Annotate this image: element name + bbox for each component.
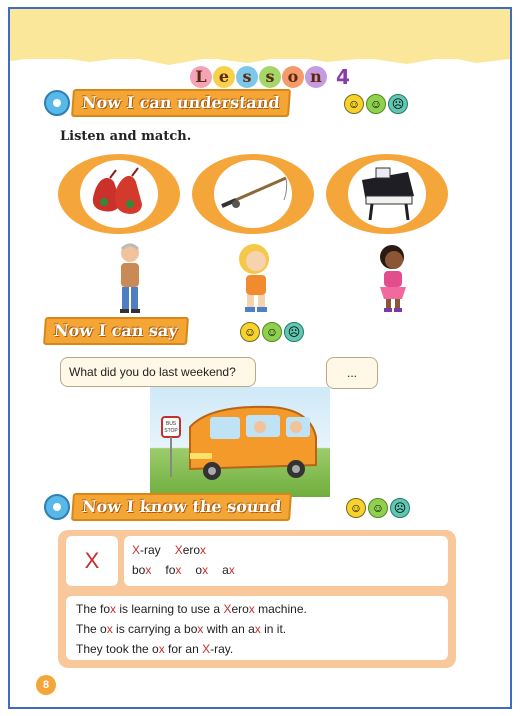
sad-face-icon[interactable]: ☹ [284,322,304,342]
pigtail-girl-figure[interactable] [370,241,414,316]
sentence-text [76,642,233,656]
lesson-letter: e [213,66,235,88]
happy-face-icon[interactable]: ☺ [240,322,260,342]
text-segment: -ray [140,543,161,557]
picture-oval-shoes[interactable] [58,154,180,234]
happy-face-icon[interactable]: ☺ [344,94,364,114]
lesson-letter: o [282,66,304,88]
target-letter: x [248,602,255,616]
target-letter: x [175,563,182,577]
phonics-word [132,543,161,557]
target-letter: x [228,563,235,577]
text-segment: is carrying a bo [112,622,198,636]
target-letter: x [254,622,261,636]
self-assessment-faces [344,94,410,114]
section-title-text: Now I can say [43,317,189,345]
page-frame [8,7,512,709]
bus-stop-sign-line2: STOP [164,428,178,434]
text-segment: o [195,563,203,577]
lesson-number: 4 [336,65,350,89]
audio-cd-icon[interactable] [44,494,70,520]
section-title-text: Now I can understand [71,89,291,117]
reply-text: ... [346,366,357,380]
phonics-sentence [76,639,438,659]
phonics-words-row [132,560,440,580]
text-segment: ero [231,602,249,616]
target-letter: x [106,622,113,636]
target-letter: x [200,543,207,557]
phonics-words [124,536,448,586]
target-letter: X [223,602,232,616]
curly-girl-figure[interactable] [230,241,282,316]
top-banner [10,9,510,59]
lesson-letter: n [305,66,327,88]
sad-face-icon[interactable]: ☹ [390,498,410,518]
fishing-rod-icon [214,160,292,228]
grandpa-figure[interactable] [110,241,150,316]
target-letter: x [110,602,117,616]
text-segment: The o [76,622,107,636]
text-segment: bo [132,563,146,577]
phonics-sentences [66,596,448,660]
sentence-text [76,602,307,616]
target-letter: x [202,563,209,577]
text-segment: machine. [254,602,307,616]
lesson-letter: s [259,66,281,88]
phonics-letter: X [66,536,118,586]
audio-cd-icon[interactable] [44,90,70,116]
text-segment: for an [164,642,203,656]
target-letter: X [202,642,211,656]
speech-bubble-reply [326,357,378,389]
self-assessment-faces [346,498,412,518]
target-letter: x [145,563,152,577]
self-assessment-faces [240,322,306,342]
section-title-sound [44,493,291,521]
lesson-letter: s [236,66,258,88]
target-letter: x [158,642,165,656]
phonics-word [165,563,181,577]
phonics-sentence [76,619,438,639]
section-title-text: Now I know the sound [71,493,292,521]
text-segment: They took the o [76,642,159,656]
bus-icon [150,387,330,497]
picture-oval-fishing-rod[interactable] [192,154,314,234]
phonics-word [175,543,206,557]
shoes-icon [80,160,158,228]
question-text: What did you do last weekend? [69,365,236,379]
section-title-say [44,317,188,345]
neutral-face-icon[interactable]: ☺ [368,498,388,518]
text-segment: a [222,563,229,577]
neutral-face-icon[interactable]: ☺ [366,94,386,114]
text-segment: with an a [203,622,255,636]
bus-scene-illustration [150,387,330,497]
section-title-understand [44,89,290,117]
text-segment: is learning to use a [116,602,224,616]
neutral-face-icon[interactable]: ☺ [262,322,282,342]
text-segment: ero [182,543,201,557]
target-letter: X [132,543,141,557]
speech-bubble-question [60,357,256,387]
sad-face-icon[interactable]: ☹ [388,94,408,114]
phonics-word [222,563,235,577]
phonics-word [132,563,151,577]
text-segment: fo [165,563,176,577]
phonics-sentence [76,599,438,619]
phonics-word [195,563,208,577]
sentence-text [76,622,286,636]
piano-icon [348,160,426,228]
text-segment: The fo [76,602,111,616]
phonics-words-row [132,540,440,560]
page-number: 8 [36,675,56,695]
lesson-title [190,65,350,89]
happy-face-icon[interactable]: ☺ [346,498,366,518]
phonics-box [58,530,456,668]
bus-stop-sign-line1: BUS [165,421,177,427]
target-letter: x [197,622,204,636]
lesson-letter: L [190,66,212,88]
target-letter: X [174,543,183,557]
picture-oval-piano[interactable] [326,154,448,234]
instruction-text: Listen and match. [60,129,192,144]
text-segment: in it. [260,622,287,636]
text-segment: -ray. [210,642,234,656]
